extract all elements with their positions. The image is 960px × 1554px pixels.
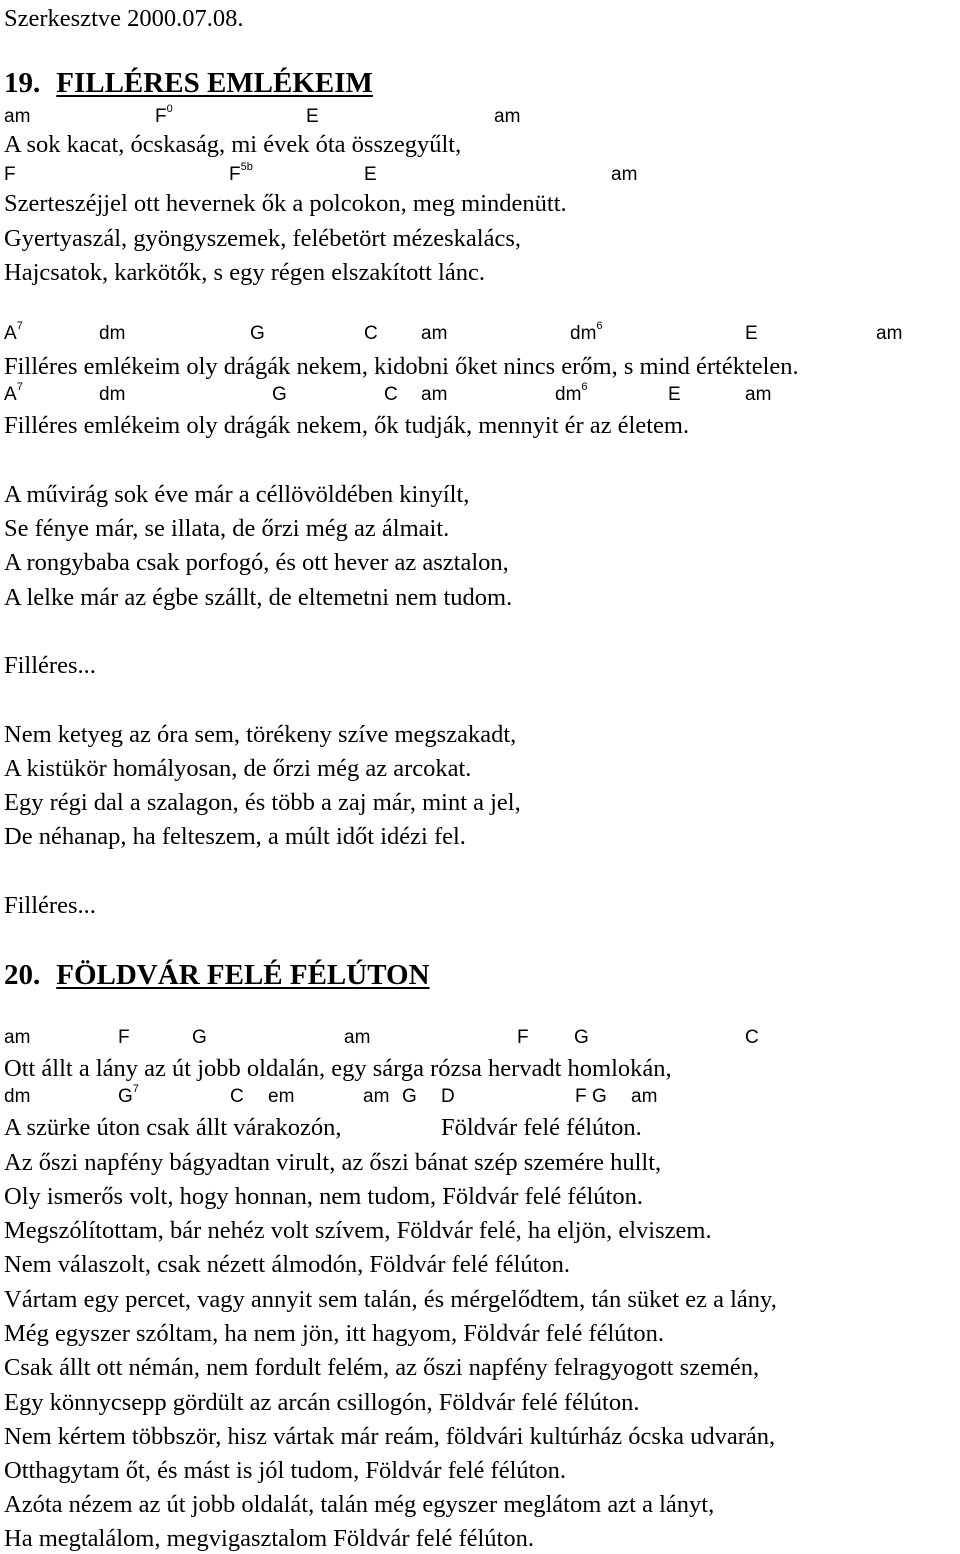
chord: am (421, 384, 448, 405)
chord: am (421, 323, 448, 344)
lyric-line: Ott állt a lány az út jobb oldalán, egy sárga rózsa hervadt homlokán, (4, 1055, 672, 1082)
lyric-line: Csak állt ott némán, nem fordult felém, az őszi napfény felragyogott szemén, (4, 1354, 760, 1381)
lyric-line: Szerteszéjjel ott hevernek ők a polcokon, meg mindenütt. (4, 190, 567, 217)
chord: am (876, 323, 903, 344)
lyric-line: Otthagytam őt, és mást is jól tudom, Földvár felé félúton. (4, 1457, 567, 1484)
chord: am (745, 384, 772, 405)
chord: dm (99, 323, 126, 344)
chord: $A^7$ (4, 380, 23, 405)
lyric-line: Hajcsatok, karkötők, s egy régen elszakított lánc. (4, 259, 485, 286)
lyric-line: Filléres emlékeim oly drágák nekem, ők tudják, mennyit ér az életem. (4, 412, 690, 439)
chord: G (272, 384, 287, 405)
chord: am (631, 1086, 658, 1107)
lyric-line: A szürke úton csak állt várakozón, (4, 1114, 342, 1141)
lyric-line: A sok kacat, ócskaság, mi évek óta összegyűlt, (4, 131, 462, 158)
lyric-line: De néhanap, ha felteszem, a múlt időt idézi fel. (4, 823, 466, 850)
chord: am (611, 164, 638, 185)
chord: $F^0$ (155, 102, 173, 127)
lyric-line: A művirág sok éve már a céllövöldében kinyílt, (4, 481, 470, 508)
chord: E (306, 106, 319, 127)
chord: am (494, 106, 521, 127)
chord: F (517, 1027, 529, 1048)
chord: em (268, 1086, 295, 1107)
lyric-line: A lelke már az égbe szállt, de eltemetni nem tudom. (4, 584, 513, 611)
chord: $dm^6$ (570, 319, 603, 344)
chord: F (118, 1027, 130, 1048)
chord: C (384, 384, 398, 405)
song-number: 19. (4, 67, 41, 99)
lyric-line: Egy régi dal a szalagon, és több a zaj már, mint a jel, (4, 789, 521, 816)
chord: G (402, 1086, 417, 1107)
chord: $A^7$ (4, 319, 23, 344)
lyric-line: Nem kértem többször, hisz vártak már reám, földvári kultúrház ócska udvarán, (4, 1423, 776, 1450)
chord: am (4, 1027, 31, 1048)
refrain-marker: Filléres... (4, 892, 96, 919)
lyric-line: Gyertyaszál, gyöngyszemek, felébetört mézeskalács, (4, 225, 522, 252)
chord: dm (4, 1086, 31, 1107)
chord: am (4, 106, 31, 127)
edited-date: Szerkesztve 2000.07.08. (4, 5, 244, 32)
lyric-line: A kistükör homályosan, de őrzi még az arcokat. (4, 755, 472, 782)
chord: C (745, 1027, 759, 1048)
song-title-text: FILLÉRES EMLÉKEIM (56, 67, 373, 99)
chord: C (364, 323, 378, 344)
lyric-line: Se fénye már, se illata, de őrzi még az álmait. (4, 515, 450, 542)
chord: $G^7$ (118, 1082, 139, 1107)
chord: am (344, 1027, 371, 1048)
chord: am (363, 1086, 390, 1107)
chord: $F^{5b}$ (229, 160, 253, 185)
chord: F (4, 164, 16, 185)
lyric-line: Földvár felé félúton. (441, 1114, 642, 1141)
lyric-line: Oly ismerős volt, hogy honnan, nem tudom, Földvár felé félúton. (4, 1183, 643, 1210)
song-title-20 (4, 958, 430, 992)
song-title-text: FÖLDVÁR FELÉ FÉLÚTON (56, 959, 430, 991)
refrain-marker: Filléres... (4, 652, 96, 679)
chord: F (575, 1086, 587, 1107)
chord: G (192, 1027, 207, 1048)
lyric-line: Ha megtalálom, megvigasztalom Földvár felé félúton. (4, 1525, 534, 1552)
chord: C (230, 1086, 244, 1107)
lyric-line: Azóta nézem az út jobb oldalát, talán még egyszer meglátom azt a lányt, (4, 1491, 715, 1518)
chord: dm (99, 384, 126, 405)
song-title-19 (4, 66, 373, 100)
chord: E (668, 384, 681, 405)
lyric-line: Vártam egy percet, vagy annyit sem talán, és mérgelődtem, tán süket ez a lány, (4, 1286, 777, 1313)
chord: E (745, 323, 758, 344)
chord: E (364, 164, 377, 185)
lyric-line: Egy könnycsepp gördült az arcán csillogón, Földvár felé félúton. (4, 1389, 640, 1416)
lyric-line: A rongybaba csak porfogó, és ott hever az asztalon, (4, 549, 509, 576)
chord: G (574, 1027, 589, 1048)
lyric-line: Nem ketyeg az óra sem, törékeny szíve megszakadt, (4, 721, 517, 748)
lyric-line: Még egyszer szóltam, ha nem jön, itt hagyom, Földvár felé félúton. (4, 1320, 664, 1347)
chord: G (592, 1086, 607, 1107)
lyric-line: Filléres emlékeim oly drágák nekem, kidobni őket nincs erőm, s mind értéktelen. (4, 353, 799, 380)
chord: G (250, 323, 265, 344)
lyric-line: Az őszi napfény bágyadtan virult, az őszi bánat szép szemére hullt, (4, 1149, 662, 1176)
song-number: 20. (4, 959, 41, 991)
chord: $dm^6$ (555, 380, 588, 405)
chord: D (441, 1086, 455, 1107)
lyric-line: Nem válaszolt, csak nézett álmodón, Földvár felé félúton. (4, 1251, 571, 1278)
lyric-line: Megszólítottam, bár nehéz volt szívem, Földvár felé, ha eljön, elviszem. (4, 1217, 712, 1244)
